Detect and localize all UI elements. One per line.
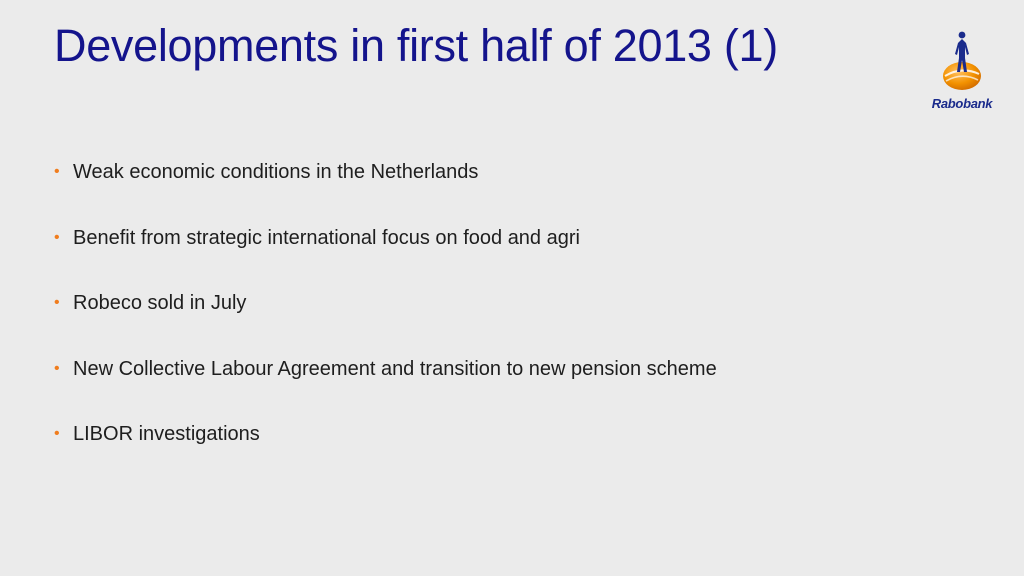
bullet-item: [54, 158, 717, 224]
rabobank-logo: [926, 28, 998, 114]
rabobank-logo-icon: [934, 28, 990, 94]
bullet-marker: •: [54, 228, 60, 246]
bullet-item: [54, 224, 717, 290]
bullet-item: [54, 420, 717, 486]
bullet-list: [54, 158, 717, 486]
bullet-text: New Collective Labour Agreement and transition to new pension scheme: [73, 357, 717, 380]
bullet-marker: •: [54, 359, 60, 377]
bullet-marker: •: [54, 294, 60, 311]
bullet-text: LIBOR investigations: [73, 423, 260, 445]
bullet-item: [54, 355, 717, 421]
bullet-item: [54, 289, 717, 355]
bullet-text: Benefit from strategic international focus on food and agri: [73, 226, 580, 249]
bullet-text: Robeco sold in July: [73, 292, 247, 314]
bullet-marker: •: [54, 425, 60, 442]
rabobank-logo-text: Rabobank: [931, 96, 993, 111]
bullet-text: Weak economic conditions in the Netherlands: [73, 161, 479, 183]
slide-title: Developments in first half of 2013 (1): [54, 20, 778, 71]
bullet-marker: •: [54, 163, 60, 180]
